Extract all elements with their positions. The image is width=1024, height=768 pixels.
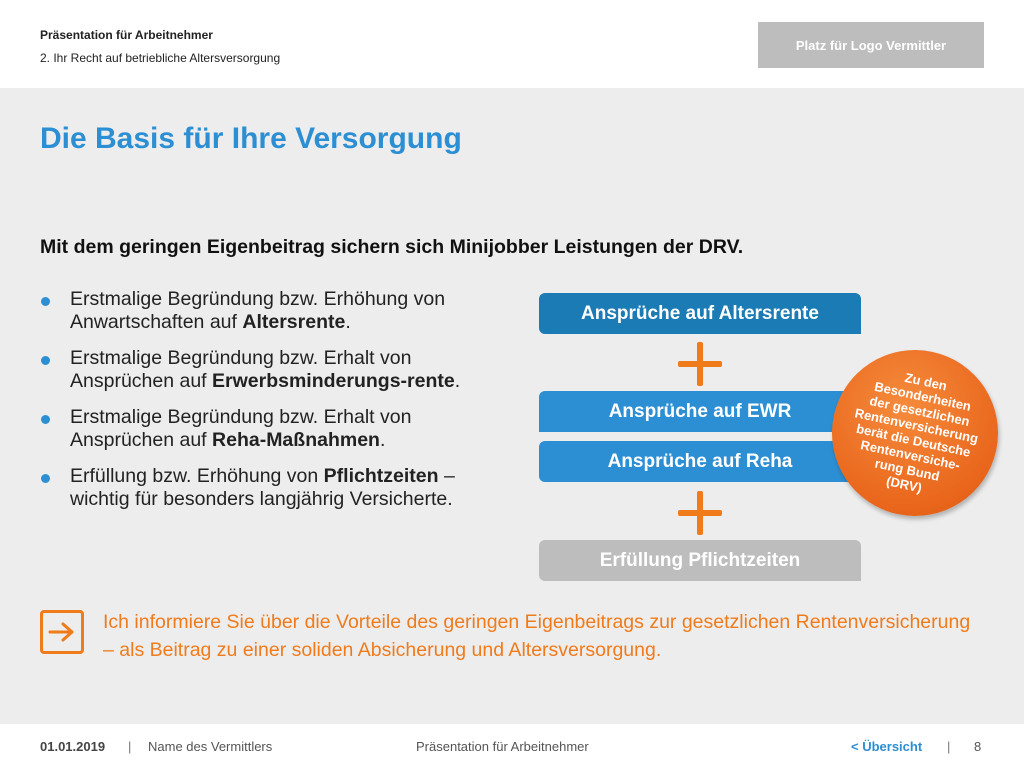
- bullet-item: [40, 465, 510, 511]
- plus-icon: [678, 342, 722, 386]
- bullet-dot-icon: [41, 415, 50, 424]
- bullet-emphasis: Reha-Maßnahmen: [212, 429, 380, 451]
- bullet-text-end: .: [379, 429, 386, 451]
- bullet-text-end: – wichtig für besonders langjährig Versicherte.: [70, 465, 455, 510]
- footer-date: 01.01.2019: [40, 739, 106, 754]
- footer-separator: |: [947, 739, 951, 754]
- bullet-text: Erstmalige Begründung bzw. Erhalt von Ansprüchen auf: [70, 347, 412, 392]
- page-number: 8: [974, 739, 982, 754]
- box-reha: Ansprüche auf Reha: [539, 441, 861, 482]
- bullet-text-end: .: [454, 370, 461, 392]
- box-pflichtzeiten: Erfüllung Pflichtzeiten: [539, 540, 861, 581]
- header: [0, 0, 1024, 88]
- bullet-text: Erstmalige Begründung bzw. Erhöhung von Anwartschaften auf: [70, 288, 446, 333]
- bullet-item: [40, 347, 510, 393]
- header-title: Präsentation für Arbeitnehmer: [40, 28, 213, 42]
- bullet-list: [40, 288, 510, 524]
- drv-info-text: Zu den Besonderheiten der gesetzlichen Rentenversicherung berät die Deutsche Rentenversiche- rung Bund (DRV): [853, 369, 980, 496]
- overview-link[interactable]: < Übersicht: [851, 739, 923, 754]
- footer: [0, 724, 1024, 768]
- footer-separator: |: [128, 739, 132, 754]
- info-text: Ich informiere Sie über die Vorteile des geringen Eigenbeitrags zur gesetzlichen Rentenversicherung – als Beitrag zu einer soliden Absicherung und Altersversorgung.: [103, 611, 971, 661]
- bullet-dot-icon: [41, 356, 50, 365]
- bullet-text: Erstmalige Begründung bzw. Erhalt von Ansprüchen auf: [70, 406, 412, 451]
- bullet-dot-icon: [41, 474, 50, 483]
- logo-placeholder: Platz für Logo Vermittler: [758, 22, 984, 68]
- subheading: Mit dem geringen Eigenbeitrag sichern sich Minijobber Leistungen der DRV.: [40, 236, 744, 258]
- bullet-text-end: .: [345, 311, 351, 333]
- bullet-text: Erfüllung bzw. Erhöhung von: [70, 465, 324, 487]
- bullet-emphasis: Erwerbsminderungs-rente: [212, 370, 455, 392]
- plus-icon: [678, 491, 722, 535]
- box-ewr: Ansprüche auf EWR: [539, 391, 861, 432]
- box-altersrente: Ansprüche auf Altersrente: [539, 293, 861, 334]
- bullet-emphasis: Altersrente: [242, 311, 346, 333]
- arrow-right-icon: [40, 610, 84, 654]
- footer-presentation: Präsentation für Arbeitnehmer: [416, 739, 589, 754]
- header-subtitle: 2. Ihr Recht auf betriebliche Altersversorgung: [40, 51, 281, 65]
- page-title: Die Basis für Ihre Versorgung: [40, 122, 462, 155]
- drv-info-badge: [817, 335, 1014, 532]
- bullet-item: [40, 288, 510, 334]
- footer-agent-name: Name des Vermittlers: [148, 739, 273, 754]
- bullet-emphasis: Pflichtzeiten: [323, 465, 439, 487]
- bullet-dot-icon: [41, 297, 50, 306]
- bullet-item: [40, 406, 510, 452]
- slide-content: [0, 88, 1024, 724]
